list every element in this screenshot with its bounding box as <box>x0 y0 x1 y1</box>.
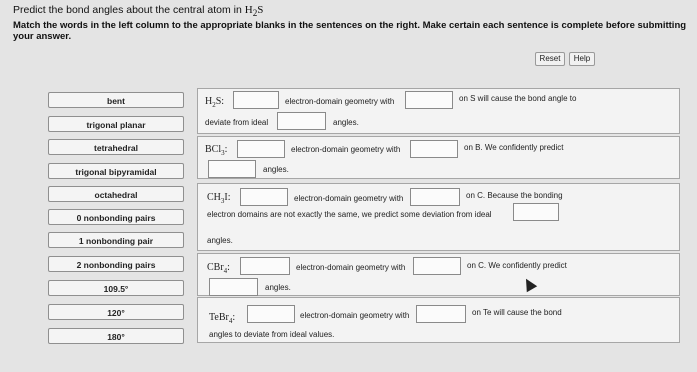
molecule-cbr4: CBr$_4$: <box>207 262 230 275</box>
blank-cbr4-angle[interactable] <box>209 278 258 296</box>
blank-bcl3-geometry[interactable] <box>237 140 285 158</box>
question-title <box>13 4 263 18</box>
word-chip-octahedral[interactable]: octahedral <box>48 186 184 202</box>
word-chip-trigonal-planar[interactable]: trigonal planar <box>48 116 184 132</box>
word-chip-tetrahedral[interactable]: tetrahedral <box>48 139 184 155</box>
sentence-text: on C. We confidently predict <box>467 261 567 270</box>
word-chip-180-degrees[interactable]: 180° <box>48 328 184 344</box>
sentence-text: angles. <box>265 283 291 292</box>
sentence-text: electron domains are not exactly the same, we predict some deviation from ideal <box>207 210 492 219</box>
sentence-text: on S will cause the bond angle to <box>459 94 577 103</box>
word-chip-120-degrees[interactable]: 120° <box>48 304 184 320</box>
word-chip-0-nonbonding-pairs[interactable]: 0 nonbonding pairs <box>48 209 184 225</box>
sentence-text: electron-domain geometry with <box>294 194 404 203</box>
blank-tebr4-nonbonding[interactable] <box>416 305 466 323</box>
reset-button[interactable]: Reset <box>535 52 565 66</box>
sentence-text: on C. Because the bonding <box>466 191 563 200</box>
word-chip-trigonal-bipyramidal[interactable]: trigonal bipyramidal <box>48 163 184 179</box>
word-chip-2-nonbonding-pairs[interactable]: 2 nonbonding pairs <box>48 256 184 272</box>
blank-ch3i-nonbonding[interactable] <box>410 188 460 206</box>
blank-ch3i-geometry[interactable] <box>240 188 288 206</box>
sentence-text: on B. We confidently predict <box>464 143 564 152</box>
instructions: Match the words in the left column to the appropriate blanks in the sentences on the right. Make certain each sentence is complete before submitting your answer. <box>13 20 687 42</box>
sentence-text: angles. <box>263 165 289 174</box>
sentence-text: electron-domain geometry with <box>291 145 401 154</box>
molecule-tebr4: TeBr$_4$: <box>209 312 236 325</box>
sentence-text: angles. <box>207 236 233 245</box>
sentence-text: angles. <box>333 118 359 127</box>
blank-bcl3-angle[interactable] <box>208 160 256 178</box>
help-button[interactable]: Help <box>569 52 595 66</box>
word-chip-1-nonbonding-pair[interactable]: 1 nonbonding pair <box>48 232 184 248</box>
sentence-text: electron-domain geometry with <box>300 311 410 320</box>
word-chip-bent[interactable]: bent <box>48 92 184 108</box>
sentence-text: on Te will cause the bond <box>472 308 562 317</box>
blank-ch3i-angle[interactable] <box>513 203 559 221</box>
title-molecule: $H_2S$ <box>244 4 264 19</box>
sentence-text: electron-domain geometry with <box>296 263 406 272</box>
blank-cbr4-nonbonding[interactable] <box>413 257 461 275</box>
molecule-bcl3: BCl$_3$: <box>205 144 228 157</box>
sentence-text: electron-domain geometry with <box>285 97 395 106</box>
word-chip-109-5-degrees[interactable]: 109.5° <box>48 280 184 296</box>
blank-h2s-angle[interactable] <box>277 112 326 130</box>
blank-tebr4-geometry[interactable] <box>247 305 295 323</box>
blank-h2s-nonbonding[interactable] <box>405 91 453 109</box>
molecule-h2s: $H_2S$: <box>205 96 225 109</box>
blank-h2s-geometry[interactable] <box>233 91 279 109</box>
sentence-text: deviate from ideal <box>205 118 269 127</box>
blank-cbr4-geometry[interactable] <box>240 257 290 275</box>
molecule-ch3i: $CH_3I$: <box>207 192 231 205</box>
title-text: Predict the bond angles about the central atom in <box>13 4 245 16</box>
sentence-text: angles to deviate from ideal values. <box>209 330 335 339</box>
blank-bcl3-nonbonding[interactable] <box>410 140 458 158</box>
